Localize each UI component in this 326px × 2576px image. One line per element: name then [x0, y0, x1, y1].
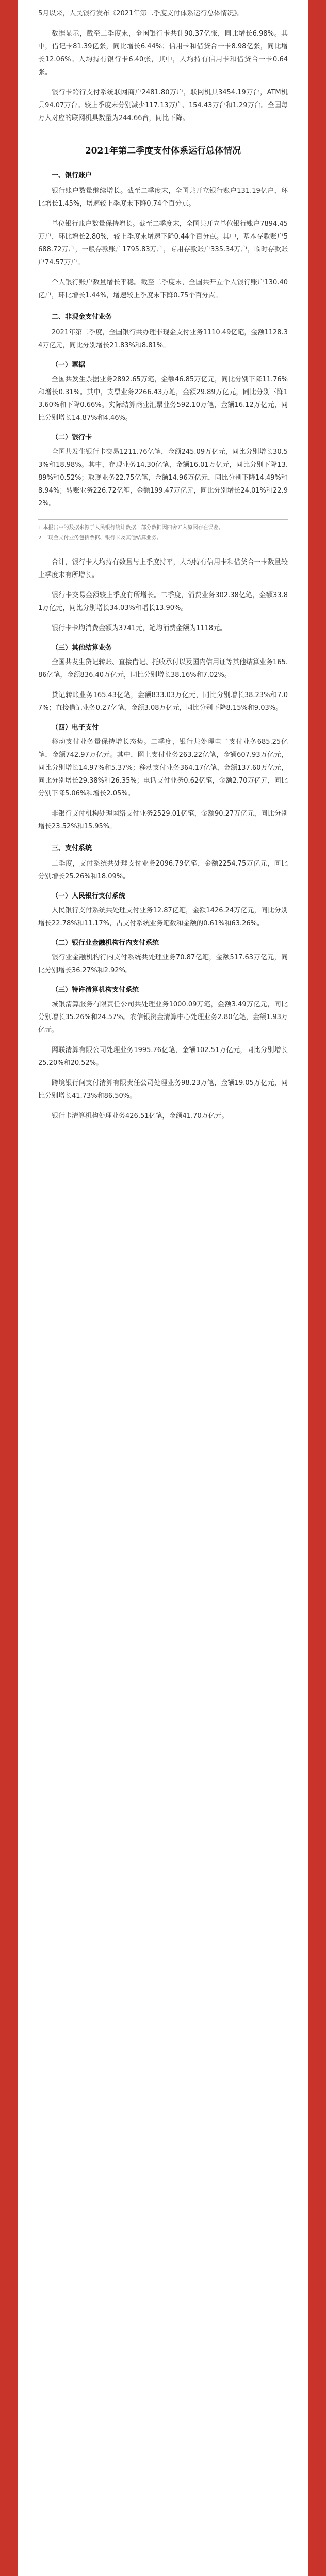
report-title: 2021年第二季度支付体系运行总体情况 [85, 146, 241, 156]
body-paragraph: 网联清算有限公司处理业务1995.76亿笔，金额102.51万亿元，同比分别增长25.20%和20.52%。 [38, 1046, 288, 1067]
footnotes [38, 519, 288, 543]
footnote-item: 1 本报告中的数据来源于人民银行统计数据，部分数据因四舍五入原因存在误差。 [38, 525, 224, 531]
body-paragraph: 非银行支付机构处理网络支付业务2529.01亿笔，金额90.27万亿元，同比分别增长23.52%和15.95%。 [38, 810, 288, 831]
subsection-heading: （二）银行业金融机构行内支付系统 [52, 939, 159, 947]
subsection-heading: （一）票据 [52, 361, 86, 369]
body-paragraph: 移动支付业务量保持增长态势。二季度，银行共处理电子支付业务685.25亿笔，金额742.97万亿元。其中，网上支付业务263.22亿笔，金额607.93万亿元，同比分别增长14.97%和5.37%；移动支付业务364.17亿笔，金额137.60万亿元，同比分别增长29.38%和26.35%；电话支付业务0.62亿笔，金额2.70万亿元，同比分别下降5.06%和增长2.05%。 [38, 738, 288, 798]
body-paragraph: 全国共发生贷记转账、直接借记、托收承付以及国内信用证等其他结算业务165.86亿笔，金额836.40万亿元，同比分别增长38.16%和7.02%。 [38, 658, 288, 679]
body-paragraph: 二季度，支付系统共处理支付业务2096.79亿笔，金额2254.75万亿元，同比分别增长25.26%和18.09%。 [38, 860, 288, 880]
body-paragraph: 全国共发生票据业务2892.65万笔，金额46.85万亿元，同比分别下降11.76%和增长0.31%。其中，支票业务2266.43万笔，金额29.89万亿元，同比分别下降13.60%和下降0.66%。实际结算商业汇票业务592.10万笔，金额16.12万亿元，同比分别增长14.87%和4.46%。 [38, 376, 288, 422]
body-paragraph: 跨境银行间支付清算有限责任公司处理业务98.23万笔，金额19.05万亿元，同比分别增长41.73%和86.50%。 [38, 1079, 288, 1100]
body-paragraph: 个人银行账户数量增长平稳。截至二季度末，全国共开立个人银行账户130.40亿户，环比增长1.44%，增速较上季度末下降0.75个百分点。 [38, 279, 288, 299]
footnote-item: 2 非现金支付业务包括票据、银行卡及其他结算业务。 [38, 535, 162, 541]
intro-paragraph: 5月以来，人民银行发布《2021年第二季度支付体系运行总体情况》。 [38, 10, 244, 18]
intro-paragraph: 银行卡跨行支付系统联网商户2481.80万户，联网机具3454.19万台，ATM机具94.07万台。较上季度末分别减少117.13万户、154.43万台和1.29万台。全国每万人对应的联网机具数量为244.66台，同比下降。 [38, 89, 288, 122]
subsection-heading: （四）电子支付 [52, 724, 99, 732]
article-panel [18, 0, 308, 2576]
body-paragraph: 单位银行账户数量保持增长。截至二季度末，全国共开立单位银行账户7894.45万户，环比增长2.80%，较上季度末增速下降0.44个百分点。其中，基本存款账户5688.72万户，一般存款账户1795.83万户，专用存款账户335.34万户，临时存款账户74.57万户。 [38, 220, 288, 266]
body-paragraph: 银行业金融机构行内支付系统共处理业务70.87亿笔，金额517.63万亿元，同比分别增长36.27%和2.92%。 [38, 954, 288, 974]
section-heading: 三、支付系统 [52, 844, 92, 852]
body-paragraph: 银行卡清算机构处理业务426.51亿笔，金额41.70万亿元。 [52, 1112, 229, 1120]
section-heading: 一、银行账户 [52, 172, 92, 179]
body-paragraph: 城银清算服务有限责任公司共处理业务1000.09万笔，金额3.49万亿元，同比分别增长35.26%和24.57%。农信银资金清算中心处理业务2.80亿笔，金额1.93万亿元。 [38, 1001, 288, 1034]
body-paragraph: 人民银行支付系统共处理支付业务12.87亿笔，金额1426.24万亿元，同比分别增长22.78%和11.17%，占支付系统业务笔数和金额的0.61%和63.26%。 [38, 907, 288, 927]
subsection-heading: （二）银行卡 [52, 434, 92, 442]
section-heading: 二、非现金支付业务 [52, 313, 112, 321]
subsection-heading: （一）人民银行支付系统 [52, 892, 126, 900]
body-paragraph: 合计，银行卡人均持有数量与上季度持平，人均持有信用卡和借贷合一卡数量较上季度末有所增长。 [38, 558, 288, 579]
body-paragraph: 银行账户数量继续增长。截至二季度末，全国共开立银行账户131.19亿户，环比增长1.45%，增速较上季度末下降0.74个百分点。 [38, 187, 288, 208]
body-paragraph: 全国共发生银行卡交易1211.76亿笔，金额245.09万亿元，同比分别增长30.53%和18.98%。其中，存现业务14.30亿笔，金额16.01万亿元，同比分别下降13.89%和0.52%；取现业务22.75亿笔，金额14.96万亿元，同比分别下降14.49%和8.94%；转账业务226.72亿笔，金额199.47万亿元，同比分别增长24.01%和22.92%。 [38, 448, 288, 507]
intro-paragraph: 数据显示，截至二季度末，全国银行卡共计90.37亿张，同比增长6.98%。其中，借记卡81.39亿张，同比增长6.44%；信用卡和借贷合一卡8.98亿张，同比增长12.06%。人均持有银行卡6.40张，其中，人均持有信用卡和借贷合一卡0.64张。 [38, 30, 288, 76]
body-paragraph: 银行卡交易金额较上季度有所增长。二季度，消费业务302.38亿笔，金额33.81万亿元，同比分别增长34.03%和增长13.90%。 [38, 591, 288, 612]
subsection-heading: （三）其他结算业务 [52, 644, 112, 652]
body-paragraph: 银行卡卡均消费金额为3741元，笔均消费金额为1118元。 [52, 624, 227, 632]
body-paragraph: 2021年第二季度，全国银行共办理非现金支付业务1110.49亿笔，金额1128.34万亿元，同比分别增长21.83%和8.81%。 [38, 329, 288, 349]
subsection-heading: （三）特许清算机构支付系统 [52, 986, 139, 994]
body-paragraph: 贷记转账业务165.43亿笔，金额833.03万亿元，同比分别增长38.23%和7.07%；直接借记业务0.27亿笔，金额3.08万亿元，同比分别下降8.15%和9.03%。 [38, 691, 288, 712]
